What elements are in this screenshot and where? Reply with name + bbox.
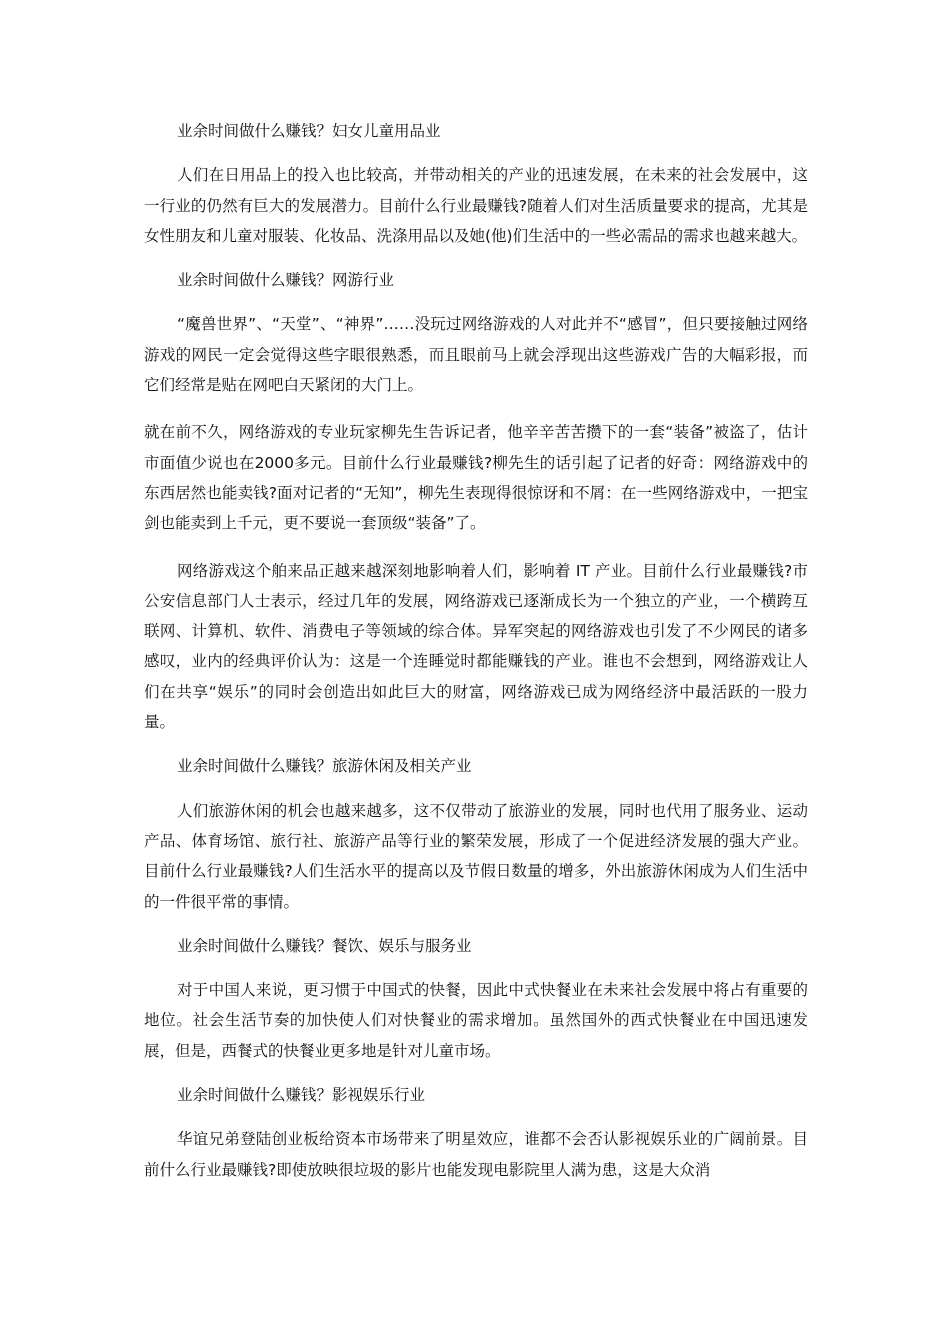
paragraph-fast-food: 对于中国人来说，更习惯于中国式的快餐，因此中式快餐业在未来社会发展中将占有重要的地位。社会生活节奏的加快使人们对快餐业的需求增加。虽然国外的西式快餐业在中国迅速发展，但是，西餐式的快餐业更多地是针对儿童市场。 <box>144 981 808 1060</box>
section-heading-film-entertainment: 业余时间做什么赚钱？影视娱乐行业 <box>177 1086 426 1105</box>
section-heading-catering: 业余时间做什么赚钱？餐饮、娱乐与服务业 <box>177 936 472 955</box>
section-heading-tourism: 业余时间做什么赚钱？旅游休闲及相关产业 <box>177 757 472 776</box>
paragraph-game-titles: “魔兽世界”、“天堂”、“神界”……没玩过网络游戏的人对此并不“感冒”，但只要接触过网络游戏的网民一定会觉得这些字眼很熟悉，而且眼前马上就会浮现出这些游戏广告的大幅彩报，而它们经常是贴在网吧白天紧闭的大门上。 <box>144 315 808 395</box>
section-heading-online-games: 业余时间做什么赚钱？网游行业 <box>177 271 395 290</box>
section-heading-women-children: 业余时间做什么赚钱？妇女儿童用品业 <box>177 122 441 140</box>
paragraph-tourism: 人们旅游休闲的机会也越来越多，这不仅带动了旅游业的发展，同时也代用了服务业、运动产品、体育场馆、旅行社、旅游产品等行业的繁荣发展，形成了一个促进经济发展的强大产业。目前什么行业最赚钱?人们生活水平的提高以及节假日数量的增多，外出旅游休闲成为人们生活中的一件很平常的事情。 <box>144 801 808 911</box>
paragraph-player-equipment: 就在前不久，网络游戏的专业玩家柳先生告诉记者，他辛辛苦苦攒下的一套“装备”被盗了，估计市面值少说也在2000多元。目前什么行业最赚钱?柳先生的话引起了记者的好奇：网络游戏中的东西居然也能卖钱?面对记者的“无知”，柳先生表现得很惊讶和不屑：在一些网络游戏中，一把宝剑也能卖到上千元，更不要说一套顶级“装备”了。 <box>144 423 808 533</box>
paragraph-game-industry: 网络游戏这个舶来品正越来越深刻地影响着人们，影响着 IT 产业。目前什么行业最赚钱?市公安信息部门人士表示，经过几年的发展，网络游戏已逐渐成长为一个独立的产业，一个横跨互联网、计算机、软件、消费电子等领域的综合体。异军突起的网络游戏也引发了不少网民的诸多感叹，业内的经典评价认为：这是一个连睡觉时都能赚钱的产业。谁也不会想到，网络游戏让人们在共享“娱乐”的同时会创造出如此巨大的财富，网络游戏已成为网络经济中最活跃的一股力量。 <box>144 561 808 732</box>
paragraph-daily-goods: 人们在日用品上的投入也比较高，并带动相关的产业的迅速发展，在未来的社会发展中，这一行业的仍然有巨大的发展潜力。目前什么行业最赚钱?随着人们对生活质量要求的提高，尤其是女性朋友和儿童对服装、化妆品、洗涤用品以及她(他)们生活中的一些必需品的需求也越来越大。 <box>144 166 808 245</box>
document-page <box>144 116 808 1185</box>
paragraph-film-industry: 华谊兄弟登陆创业板给资本市场带来了明星效应，谁都不会否认影视娱乐业的广阔前景。目前什么行业最赚钱?即使放映很垃圾的影片也能发现电影院里人满为患，这是大众消 <box>144 1130 808 1179</box>
